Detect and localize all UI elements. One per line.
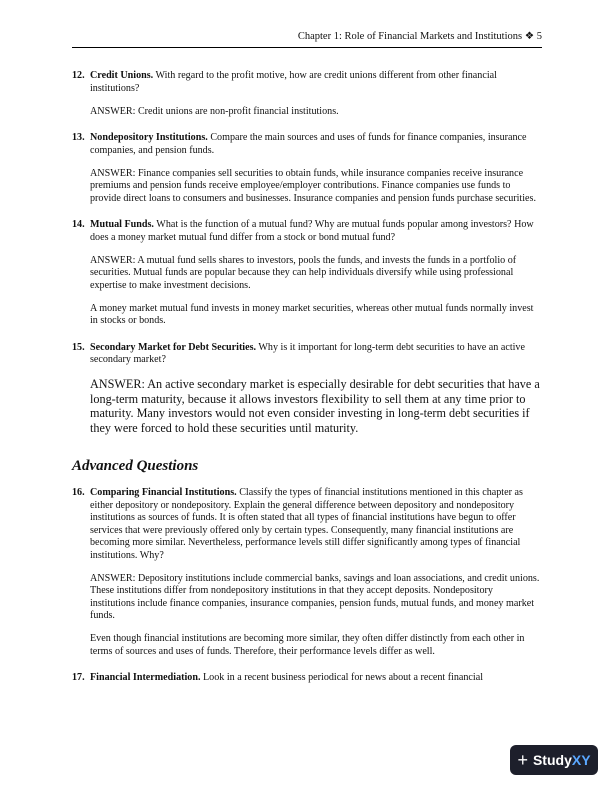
- brand-name-part-2: XY: [571, 752, 591, 768]
- answer-text: ANSWER: Finance companies sell securities to obtain funds, while insurance companies receive insurance premiums and pension funds receive employee/employer contributions. Finance companies use funds to provide direct loans to consumers and businesses. Insurance companies and pension funds purchase securities.: [90, 167, 536, 204]
- question-title: Mutual Funds.: [90, 219, 154, 230]
- question-text: What is the function of a mutual fund? Why are mutual funds popular among investors? How does a money market mutual fund differ from a stock or bond mutual fund?: [90, 219, 534, 243]
- question-text: Classify the types of financial institutions mentioned in this chapter as either depository or nondepository. Explain the general difference between depository and nondepository institutions as sources of funds. It is often stated that all types of financial institutions have begun to offer services that were previously offered only by certain types. Consequently, many financial institutions are becoming more similar. Nevertheless, performance levels still differ significantly among types of financial institutions. Why?: [90, 487, 523, 561]
- plus-icon: +: [517, 749, 528, 770]
- brand-name: [533, 752, 591, 768]
- page-header: [72, 30, 542, 48]
- answer-text: A money market mutual fund invests in money market securities, whereas other mutual funds normally invest in stocks or bonds.: [90, 302, 534, 326]
- question-title: Secondary Market for Debt Securities.: [90, 341, 257, 353]
- question-14: [72, 219, 540, 328]
- question-number: 16.: [72, 487, 85, 499]
- question-text: Compare the main sources and uses of funds for finance companies, insurance companies, and pension funds.: [90, 132, 527, 156]
- question-title: Credit Unions.: [90, 70, 154, 81]
- section-heading: Advanced Questions: [72, 458, 199, 475]
- answer-text: ANSWER: A mutual fund sells shares to investors, pools the funds, and invests the funds in a portfolio of securities. Mutual funds are popular because they can help individuals diversify while using professional expertise to make investment decisions.: [90, 254, 517, 291]
- question-title: Nondepository Institutions.: [90, 132, 208, 143]
- question-title: Financial Intermediation.: [90, 672, 201, 684]
- question-number: 17.: [72, 672, 85, 684]
- studyxy-logo-badge[interactable]: [510, 745, 598, 775]
- brand-name-part-1: Study: [532, 752, 572, 768]
- question-13: [72, 132, 540, 205]
- question-title: Comparing Financial Institutions.: [90, 487, 237, 499]
- question-number: 13.: [72, 132, 85, 143]
- question-text: With regard to the profit motive, how are credit unions different from other financial institutions?: [90, 70, 497, 94]
- answer-text: ANSWER: Depository institutions include commercial banks, savings and loan associations, and credit unions. These institutions differ from nondepository institutions in that they accept deposits. Nondepository institutions include finance companies, insurance companies, pension funds, mutual funds, and money market funds.: [90, 572, 540, 622]
- question-text: Why is it important for long-term debt securities to have an active secondary market?: [90, 341, 525, 365]
- question-number: 14.: [72, 219, 85, 230]
- answer-text: Even though financial institutions are becoming more similar, they often differ distinctly from each other in terms of sources and uses of funds. Therefore, their performance levels differ as well.: [90, 633, 525, 657]
- question-number: 15.: [72, 341, 85, 353]
- question-16: [72, 487, 540, 658]
- question-number: 12.: [72, 70, 85, 81]
- question-12: [72, 70, 540, 118]
- question-15: [72, 342, 540, 436]
- answer-text: ANSWER: Credit unions are non-profit financial institutions.: [90, 105, 339, 117]
- page-content: [72, 70, 540, 685]
- answer-text: ANSWER: An active secondary market is especially desirable for debt securities that have a long-term maturity, because it allows investors flexibility to sell them at any time prior to maturity. Many investors would not even consider investing in long-term debt securities if they were forced to hold these securities until maturity.: [90, 377, 540, 435]
- question-text: Look in a recent business periodical for news about a recent financial: [200, 672, 484, 684]
- header-text: Chapter 1: Role of Financial Markets and Institutions ❖ 5: [297, 31, 542, 42]
- question-17: [72, 672, 540, 685]
